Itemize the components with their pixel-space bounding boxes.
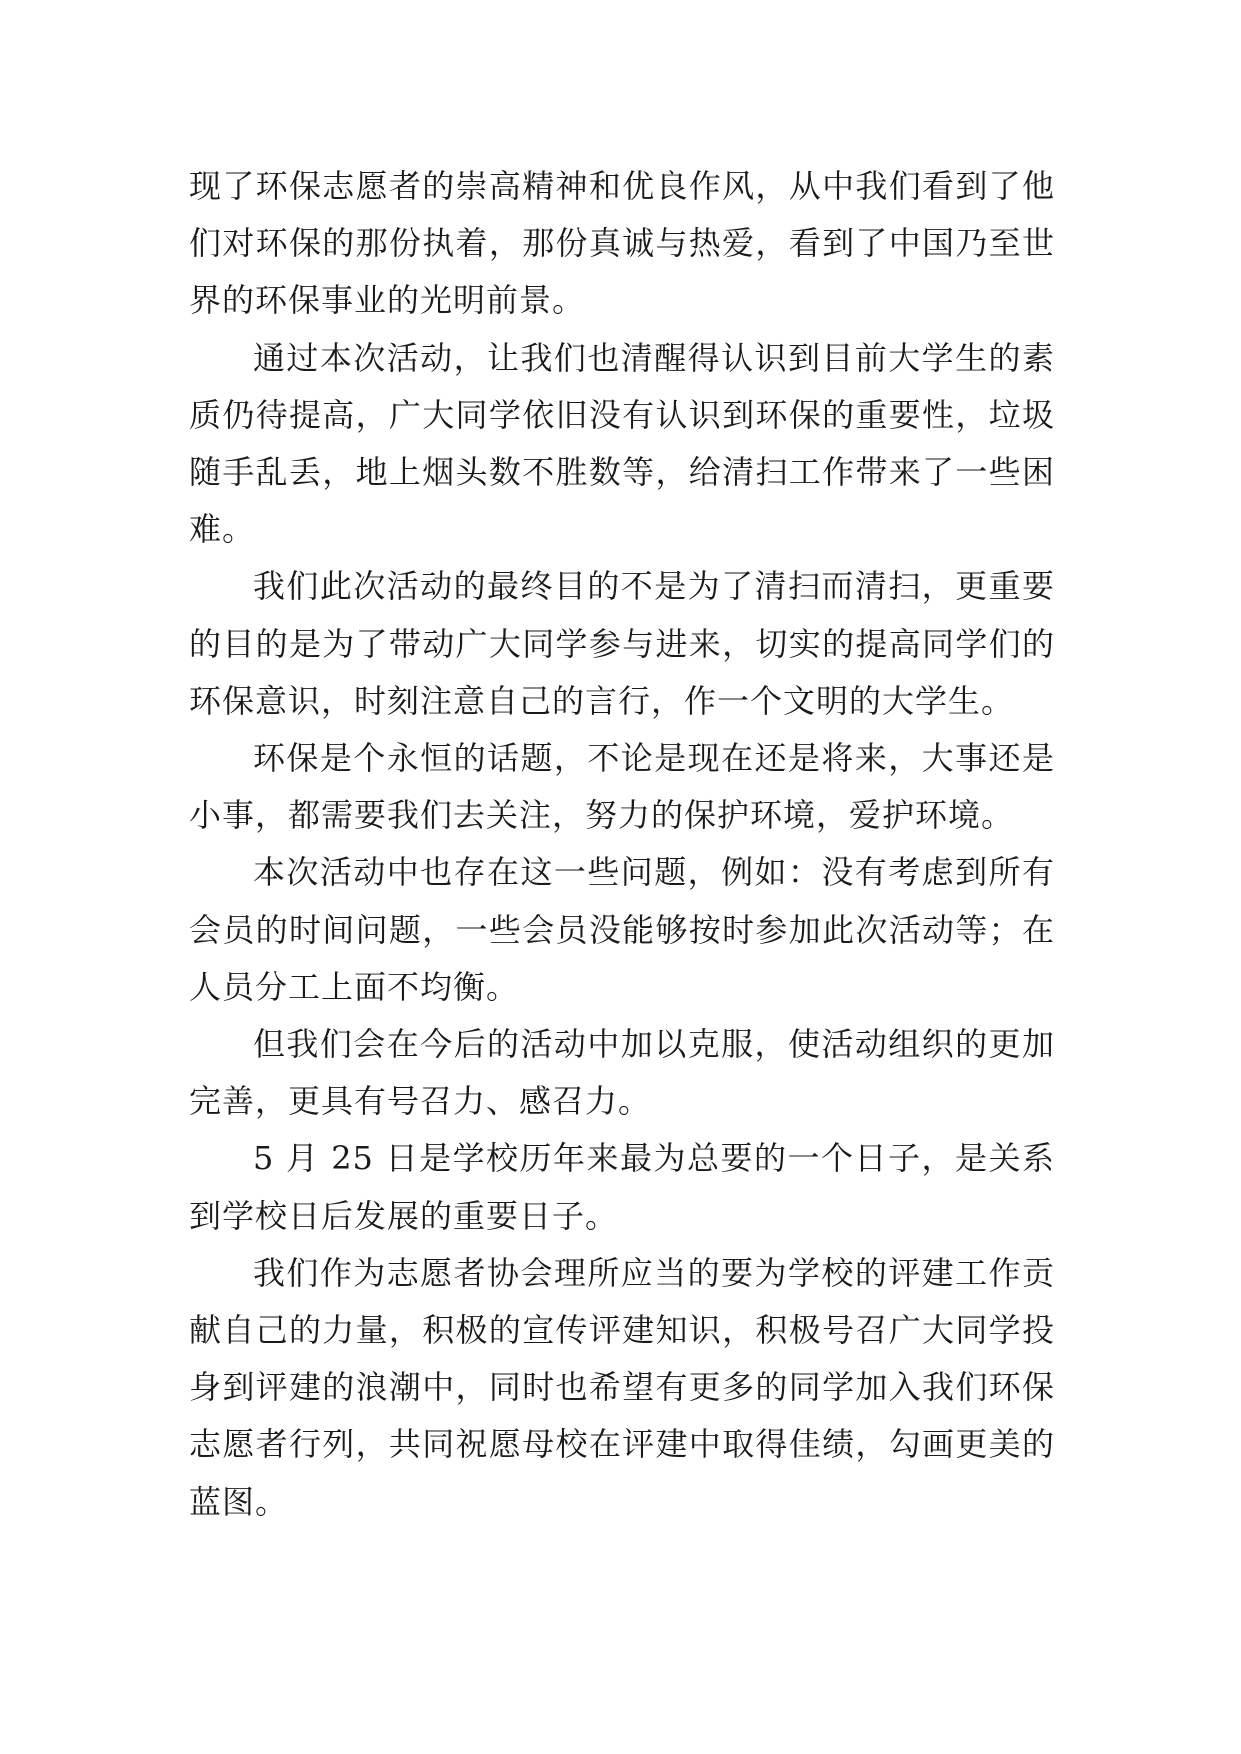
paragraph: 通过本次活动，让我们也清醒得认识到目前大学生的素质仍待提高，广大同学依旧没有认识到环保的重要性，垃圾随手乱丢，地上烟头数不胜数等，给清扫工作带来了一些困难。 — [189, 338, 1055, 549]
paragraph: 我们作为志愿者协会理所应当的要为学校的评建工作贡献自己的力量，积极的宣传评建知识，积极号召广大同学投身到评建的浪潮中，同时也希望有更多的同学加入我们环保志愿者行列，共同祝愿母校在评建中取得佳绩，勾画更美的蓝图。 — [189, 1253, 1055, 1521]
paragraph: 我们此次活动的最终目的不是为了清扫而清扫，更重要的目的是为了带动广大同学参与进来，切实的提高同学们的环保意识，时刻注意自己的言行，作一个文明的大学生。 — [189, 567, 1055, 720]
document-body — [189, 158, 1055, 1531]
paragraph: 环保是个永恒的话题，不论是现在还是将来，大事还是小事，都需要我们去关注，努力的保护环境，爱护环境。 — [189, 739, 1055, 835]
paragraph: 但我们会在今后的活动中加以克服，使活动组织的更加完善，更具有号召力、感召力。 — [189, 1025, 1055, 1121]
paragraph-continuation: 现了环保志愿者的崇高精神和优良作风，从中我们看到了他们对环保的那份执着，那份真诚与热爱，看到了中国乃至世界的环保事业的光明前景。 — [189, 167, 1055, 320]
paragraph: 5 月 25 日是学校历年来最为总要的一个日子，是关系到学校日后发展的重要日子。 — [189, 1139, 1055, 1235]
paragraph: 本次活动中也存在这一些问题，例如：没有考虑到所有会员的时间问题，一些会员没能够按时参加此次活动等；在人员分工上面不均衡。 — [189, 853, 1055, 1006]
